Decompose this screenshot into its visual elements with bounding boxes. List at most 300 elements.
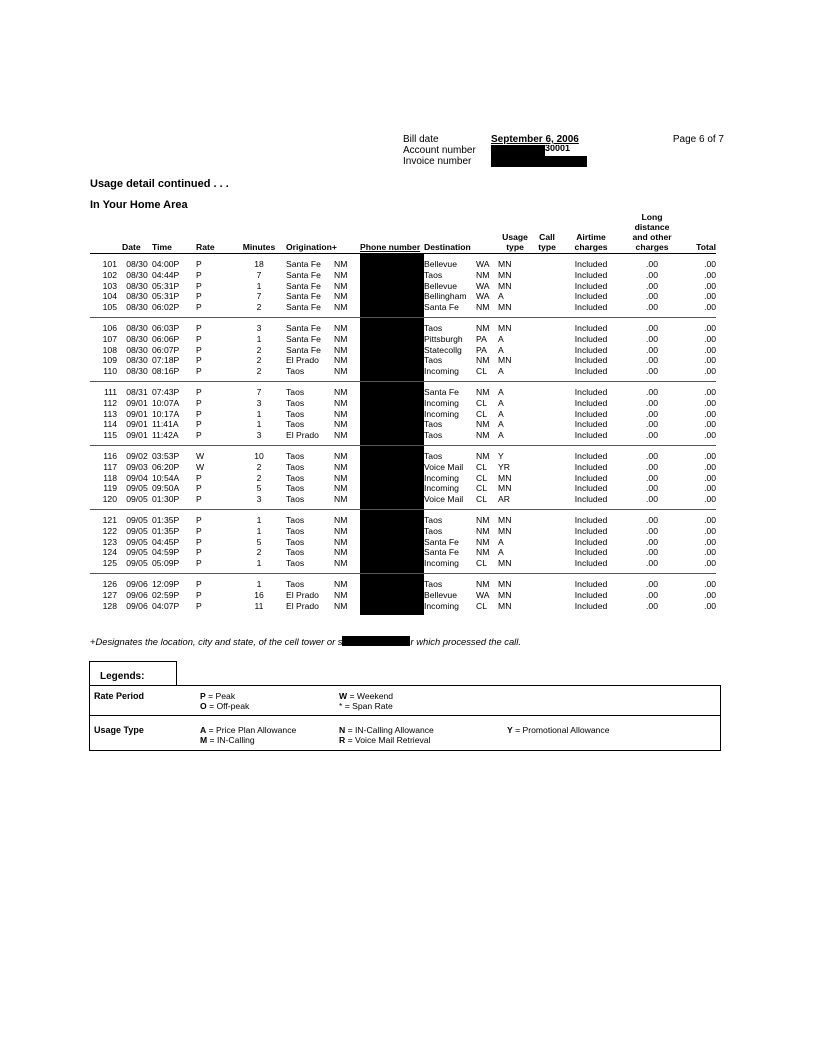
row-minutes: 5 (256, 536, 262, 547)
row-phone-redacted (360, 558, 424, 573)
row-destination: Bellevue (424, 280, 457, 291)
row-number: 128 (102, 600, 117, 611)
row-total: .00 (704, 472, 717, 483)
row-usage-type: A (498, 291, 504, 302)
row-number: 123 (102, 536, 117, 547)
row-call-type (532, 366, 562, 381)
row-number: 127 (102, 589, 117, 600)
row-total: .00 (704, 494, 717, 505)
table-row (90, 254, 716, 270)
row-total: .00 (704, 269, 717, 280)
col-minutes: Minutes (242, 242, 276, 252)
row-destination-state: WA (476, 259, 490, 269)
row-long-distance: .00 (646, 366, 658, 377)
row-minutes: 18 (254, 259, 264, 269)
account-number-partial: 30001 (545, 145, 571, 153)
row-airtime: Included (574, 408, 608, 419)
row-number: 101 (102, 259, 117, 269)
row-date: 08/30 (126, 355, 148, 366)
row-date: 09/05 (126, 536, 148, 547)
row-long-distance: .00 (646, 525, 658, 536)
row-minutes: 1 (256, 558, 262, 569)
row-long-distance: .00 (646, 280, 658, 291)
row-origination-state: NM (334, 600, 348, 611)
table-row (90, 366, 716, 381)
row-destination: Bellevue (424, 589, 457, 600)
row-rate: P (196, 558, 202, 569)
row-usage-type: MN (498, 302, 512, 313)
row-airtime: Included (574, 344, 608, 355)
row-long-distance: .00 (646, 494, 658, 505)
account-number-redaction (491, 145, 545, 156)
row-time: 01:35P (152, 525, 180, 536)
row-airtime: Included (574, 600, 608, 611)
row-minutes: 11 (254, 600, 264, 611)
row-usage-type: MN (498, 514, 512, 525)
row-time: 02:59P (152, 589, 180, 600)
row-rate: P (196, 291, 202, 302)
row-date: 09/01 (126, 397, 148, 408)
row-date: 08/31 (126, 386, 148, 397)
row-usage-type: A (498, 366, 504, 377)
row-time: 07:43P (152, 386, 180, 397)
row-long-distance: .00 (646, 397, 658, 408)
row-number: 103 (102, 280, 117, 291)
row-total: .00 (704, 600, 717, 611)
row-usage-type: YR (498, 461, 510, 472)
row-destination-state: NM (476, 525, 490, 536)
row-destination: Statecollg (424, 344, 462, 355)
row-time: 06:06P (152, 333, 180, 344)
row-destination: Incoming (424, 600, 459, 611)
row-origination-state: NM (334, 355, 348, 366)
row-rate: P (196, 280, 202, 291)
row-number: 125 (102, 558, 117, 569)
row-destination: Santa Fe (424, 536, 459, 547)
row-rate: P (196, 589, 202, 600)
row-destination-state: PA (476, 344, 487, 355)
row-number: 111 (103, 386, 117, 397)
row-date: 09/05 (126, 514, 148, 525)
row-origination-state: NM (334, 280, 348, 291)
row-usage-type: A (498, 408, 504, 419)
row-rate: P (196, 269, 202, 280)
row-phone-redacted (360, 254, 424, 270)
row-number: 121 (102, 514, 117, 525)
row-long-distance: .00 (646, 461, 658, 472)
row-time: 06:20P (152, 461, 180, 472)
row-origination: Santa Fe (286, 259, 321, 269)
row-origination: Taos (286, 578, 305, 589)
row-usage-type: A (498, 397, 504, 408)
row-origination: El Prado (286, 589, 319, 600)
row-origination: Santa Fe (286, 333, 321, 344)
row-usage-type: MN (498, 472, 512, 483)
row-rate: P (196, 344, 202, 355)
row-destination-state: NM (476, 514, 490, 525)
row-destination: Incoming (424, 366, 459, 377)
row-origination-state: NM (334, 472, 348, 483)
row-date: 08/30 (126, 291, 148, 302)
col-total: Total (696, 242, 717, 252)
row-time: 05:31P (152, 280, 180, 291)
usage-group (90, 573, 716, 615)
row-time: 06:03P (152, 322, 180, 333)
row-phone-redacted (360, 573, 424, 589)
row-destination: Santa Fe (424, 386, 459, 397)
row-long-distance: .00 (646, 430, 658, 441)
section-title: Usage detail continued . . . (90, 178, 229, 190)
row-call-type (532, 494, 562, 509)
row-destination-state: NM (476, 269, 490, 280)
row-origination: Taos (286, 483, 305, 494)
row-number: 108 (102, 344, 117, 355)
row-total: .00 (704, 280, 717, 291)
table-row (90, 381, 716, 397)
row-usage-type: MN (498, 483, 512, 494)
col-long-distance-charges: Long distance and other charges (632, 212, 672, 252)
table-row (90, 445, 716, 461)
row-destination: Taos (424, 450, 443, 461)
row-call-type (532, 601, 562, 616)
row-call-type (532, 334, 562, 345)
row-number: 113 (103, 408, 117, 419)
row-long-distance: .00 (646, 514, 658, 525)
row-origination-state: NM (334, 322, 348, 333)
row-time: 08:16P (152, 366, 180, 377)
row-usage-type: A (498, 344, 504, 355)
row-date: 09/05 (126, 494, 148, 505)
row-destination: Taos (424, 269, 443, 280)
table-row (90, 398, 716, 409)
row-airtime: Included (574, 536, 608, 547)
row-phone-redacted (360, 483, 424, 494)
row-origination: Taos (286, 558, 305, 569)
row-minutes: 1 (256, 578, 262, 589)
row-minutes: 5 (256, 483, 262, 494)
row-number: 116 (103, 450, 117, 461)
row-origination-state: NM (334, 589, 348, 600)
row-destination: Incoming (424, 397, 459, 408)
row-phone-redacted (360, 494, 424, 509)
row-date: 08/30 (126, 322, 148, 333)
footnote-text-start: +Designates the location, city and state, of the cell tower or s (90, 636, 343, 647)
table-row (90, 355, 716, 366)
row-minutes: 2 (256, 472, 262, 483)
row-number: 126 (102, 578, 117, 589)
row-long-distance: .00 (646, 259, 658, 269)
row-minutes: 1 (256, 525, 262, 536)
row-origination-state: NM (334, 344, 348, 355)
row-origination: Taos (286, 472, 305, 483)
row-usage-type: MN (498, 322, 512, 333)
row-time: 07:18P (152, 355, 180, 366)
row-destination-state: NM (476, 386, 490, 397)
row-date: 08/30 (126, 302, 148, 313)
row-time: 04:59P (152, 547, 180, 558)
row-call-type (532, 398, 562, 409)
row-destination: Taos (424, 525, 443, 536)
col-date: Date (122, 242, 141, 252)
row-origination-state: NM (334, 461, 348, 472)
footnote-text-end: r which processed the call. (410, 636, 521, 647)
row-call-type (532, 345, 562, 356)
invoice-number-redaction (491, 156, 587, 167)
legend-usage-type-label: Usage Type (94, 725, 144, 735)
row-call-type (532, 462, 562, 473)
row-destination-state: WA (476, 291, 490, 302)
row-minutes: 2 (256, 302, 262, 313)
row-airtime: Included (574, 397, 608, 408)
row-usage-type: MN (498, 578, 512, 589)
row-destination-state: CL (476, 472, 488, 483)
row-destination-state: WA (476, 280, 490, 291)
row-destination-state: CL (476, 558, 488, 569)
row-usage-type: MN (498, 259, 512, 269)
row-origination: Santa Fe (286, 344, 321, 355)
row-origination: El Prado (286, 430, 319, 441)
row-date: 08/30 (126, 333, 148, 344)
row-rate: P (196, 302, 202, 313)
row-airtime: Included (574, 461, 608, 472)
row-phone-redacted (360, 462, 424, 473)
row-destination-state: CL (476, 408, 488, 419)
row-total: .00 (704, 408, 717, 419)
row-date: 09/03 (126, 461, 148, 472)
row-total: .00 (704, 578, 717, 589)
row-destination-state: CL (476, 397, 488, 408)
row-time: 03:53P (152, 450, 180, 461)
table-header (90, 212, 716, 254)
row-date: 08/30 (126, 280, 148, 291)
row-number: 115 (103, 430, 117, 441)
row-airtime: Included (574, 514, 608, 525)
row-rate: P (196, 397, 202, 408)
table-row (90, 601, 716, 616)
row-phone-redacted (360, 366, 424, 381)
col-call-type: Call type (538, 232, 556, 252)
row-origination: Taos (286, 514, 305, 525)
row-destination-state: PA (476, 333, 487, 344)
row-total: .00 (704, 514, 717, 525)
row-time: 05:09P (152, 558, 180, 569)
row-number: 107 (102, 333, 117, 344)
row-airtime: Included (574, 578, 608, 589)
bill-date-label: Bill date (403, 134, 439, 145)
row-airtime: Included (574, 333, 608, 344)
row-destination-state: CL (476, 461, 488, 472)
row-phone-redacted (360, 281, 424, 292)
row-destination: Incoming (424, 558, 459, 569)
row-usage-type: MN (498, 525, 512, 536)
row-date: 09/02 (126, 450, 148, 461)
row-destination: Santa Fe (424, 547, 459, 558)
row-origination-state: NM (334, 536, 348, 547)
row-call-type (532, 537, 562, 548)
row-rate: P (196, 419, 202, 430)
row-total: .00 (704, 259, 717, 269)
row-phone-redacted (360, 302, 424, 317)
row-rate: P (196, 483, 202, 494)
row-rate: P (196, 355, 202, 366)
row-rate: P (196, 494, 202, 505)
row-number: 104 (102, 291, 117, 302)
row-origination: Taos (286, 461, 305, 472)
table-row (90, 462, 716, 473)
row-origination-state: NM (334, 494, 348, 505)
row-origination: Taos (286, 397, 305, 408)
row-call-type (532, 526, 562, 537)
row-airtime: Included (574, 386, 608, 397)
row-call-type (532, 590, 562, 601)
row-call-type (532, 355, 562, 366)
row-usage-type: MN (498, 600, 512, 611)
legend-divider (90, 715, 720, 716)
row-destination: Taos (424, 430, 443, 441)
table-row (90, 430, 716, 445)
row-phone-redacted (360, 601, 424, 616)
row-usage-type: A (498, 547, 504, 558)
col-rate: Rate (196, 242, 215, 252)
row-total: .00 (704, 355, 717, 366)
row-phone-redacted (360, 445, 424, 461)
row-call-type (532, 254, 562, 270)
footnote-redaction (342, 636, 410, 646)
row-long-distance: .00 (646, 386, 658, 397)
row-rate: W (196, 461, 205, 472)
row-minutes: 7 (256, 386, 262, 397)
row-airtime: Included (574, 547, 608, 558)
row-minutes: 1 (256, 408, 262, 419)
row-origination-state: NM (334, 578, 348, 589)
row-date: 08/30 (126, 366, 148, 377)
row-call-type (532, 291, 562, 302)
row-airtime: Included (574, 430, 608, 441)
row-usage-type: A (498, 386, 504, 397)
row-call-type (532, 381, 562, 397)
row-total: .00 (704, 344, 717, 355)
row-call-type (532, 558, 562, 573)
row-destination-state: CL (476, 494, 488, 505)
row-total: .00 (704, 558, 717, 569)
row-origination-state: NM (334, 333, 348, 344)
row-destination: Taos (424, 419, 443, 430)
row-rate: P (196, 366, 202, 377)
row-time: 04:00P (152, 259, 180, 269)
row-time: 12:09P (152, 578, 180, 589)
row-origination: Taos (286, 408, 305, 419)
row-date: 08/30 (126, 259, 148, 269)
row-date: 09/01 (126, 408, 148, 419)
row-long-distance: .00 (646, 578, 658, 589)
row-origination: Taos (286, 536, 305, 547)
row-destination: Taos (424, 355, 443, 366)
row-time: 01:35P (152, 514, 180, 525)
row-destination: Bellingham (424, 291, 467, 302)
row-phone-redacted (360, 547, 424, 558)
row-time: 10:17A (152, 408, 180, 419)
row-rate: P (196, 386, 202, 397)
row-usage-type: MN (498, 269, 512, 280)
row-destination-state: WA (476, 589, 490, 600)
row-rate: P (196, 430, 202, 441)
row-total: .00 (704, 366, 717, 377)
table-row (90, 558, 716, 573)
row-rate: P (196, 259, 202, 269)
row-minutes: 2 (256, 355, 262, 366)
row-origination-state: NM (334, 302, 348, 313)
row-usage-type: A (498, 536, 504, 547)
row-minutes: 3 (256, 322, 262, 333)
row-destination-state: NM (476, 547, 490, 558)
row-number: 112 (103, 397, 117, 408)
table-row (90, 345, 716, 356)
row-destination-state: NM (476, 578, 490, 589)
row-minutes: 2 (256, 461, 262, 472)
row-destination: Pittsburgh (424, 333, 463, 344)
row-date: 08/30 (126, 269, 148, 280)
row-minutes: 1 (256, 514, 262, 525)
col-usage-type: Usage type (502, 232, 528, 252)
row-long-distance: .00 (646, 291, 658, 302)
row-rate: P (196, 408, 202, 419)
row-long-distance: .00 (646, 408, 658, 419)
row-long-distance: .00 (646, 472, 658, 483)
row-time: 06:07P (152, 344, 180, 355)
row-usage-type: Y (498, 450, 504, 461)
row-phone-redacted (360, 345, 424, 356)
row-origination-state: NM (334, 525, 348, 536)
row-long-distance: .00 (646, 419, 658, 430)
row-phone-redacted (360, 355, 424, 366)
row-total: .00 (704, 302, 717, 313)
row-phone-redacted (360, 334, 424, 345)
row-origination: Santa Fe (286, 280, 321, 291)
row-phone-redacted (360, 509, 424, 525)
table-row (90, 270, 716, 281)
row-phone-redacted (360, 381, 424, 397)
row-origination: Taos (286, 366, 305, 377)
row-origination: Santa Fe (286, 302, 321, 313)
col-airtime-charges: Airtime charges (574, 232, 608, 252)
row-rate: P (196, 600, 202, 611)
table-row (90, 409, 716, 420)
row-airtime: Included (574, 302, 608, 313)
row-destination-state: CL (476, 600, 488, 611)
legend-title: Legends: (89, 661, 177, 685)
row-usage-type: MN (498, 355, 512, 366)
row-origination: Santa Fe (286, 269, 321, 280)
row-origination: Taos (286, 450, 305, 461)
table-row (90, 281, 716, 292)
col-origination: Origination+ (286, 242, 337, 252)
row-total: .00 (704, 430, 717, 441)
row-rate: P (196, 514, 202, 525)
row-time: 11:41A (152, 419, 179, 430)
row-minutes: 1 (256, 280, 262, 291)
row-time: 11:42A (152, 430, 179, 441)
row-origination-state: NM (334, 547, 348, 558)
row-origination: Santa Fe (286, 291, 321, 302)
row-time: 04:07P (152, 600, 180, 611)
row-phone-redacted (360, 317, 424, 333)
row-minutes: 7 (256, 291, 262, 302)
row-call-type (532, 445, 562, 461)
row-phone-redacted (360, 398, 424, 409)
row-destination: Taos (424, 578, 443, 589)
row-airtime: Included (574, 525, 608, 536)
legend-rate-weekend-span: W = Weekend * = Span Rate (339, 691, 394, 711)
